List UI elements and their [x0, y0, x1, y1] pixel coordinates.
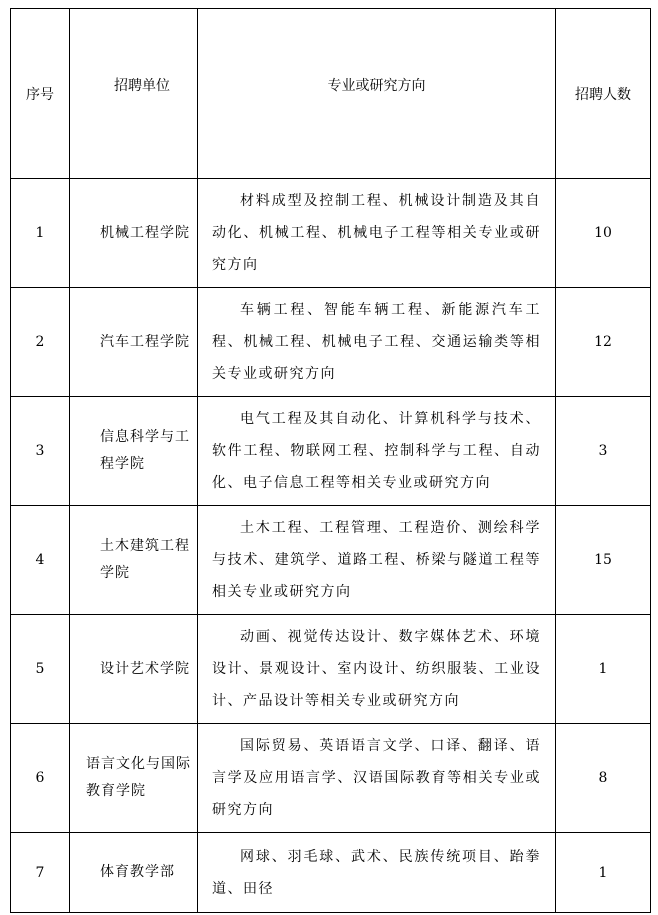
table-row	[11, 288, 651, 397]
row-index: 6	[11, 724, 70, 833]
row-unit: 语言文化与国际教育学院	[70, 724, 198, 833]
row-major: 网球、羽毛球、武术、民族传统项目、跆拳道、田径	[198, 833, 556, 913]
table-row	[11, 397, 651, 506]
row-unit: 机械工程学院	[70, 179, 198, 288]
row-major: 车辆工程、智能车辆工程、新能源汽车工程、机械工程、机械电子工程、交通运输类等相关专业或研究方向	[198, 288, 556, 397]
row-count: 12	[556, 288, 651, 397]
row-count: 1	[556, 833, 651, 913]
header-index: 序号	[11, 9, 70, 179]
row-unit: 汽车工程学院	[70, 288, 198, 397]
row-unit: 土木建筑工程学院	[70, 506, 198, 615]
row-count: 10	[556, 179, 651, 288]
row-unit: 信息科学与工程学院	[70, 397, 198, 506]
row-count: 3	[556, 397, 651, 506]
header-unit: 招聘单位	[70, 9, 198, 179]
row-count: 8	[556, 724, 651, 833]
row-major: 动画、视觉传达设计、数字媒体艺术、环境设计、景观设计、室内设计、纺织服装、工业设计、产品设计等相关专业或研究方向	[198, 615, 556, 724]
row-unit: 设计艺术学院	[70, 615, 198, 724]
row-major: 电气工程及其自动化、计算机科学与技术、软件工程、物联网工程、控制科学与工程、自动化、电子信息工程等相关专业或研究方向	[198, 397, 556, 506]
row-major: 国际贸易、英语语言文学、口译、翻译、语言学及应用语言学、汉语国际教育等相关专业或研究方向	[198, 724, 556, 833]
row-index: 3	[11, 397, 70, 506]
table-row	[11, 724, 651, 833]
recruitment-table	[10, 8, 651, 913]
row-unit: 体育教学部	[70, 833, 198, 913]
row-index: 7	[11, 833, 70, 913]
header-count: 招聘人数	[556, 9, 651, 179]
table-header-row	[11, 9, 651, 179]
row-count: 1	[556, 615, 651, 724]
table-row	[11, 833, 651, 913]
row-index: 4	[11, 506, 70, 615]
table-row	[11, 615, 651, 724]
table-row	[11, 506, 651, 615]
row-index: 5	[11, 615, 70, 724]
row-index: 1	[11, 179, 70, 288]
row-index: 2	[11, 288, 70, 397]
header-major: 专业或研究方向	[198, 9, 556, 179]
row-major: 土木工程、工程管理、工程造价、测绘科学与技术、建筑学、道路工程、桥梁与隧道工程等相关专业或研究方向	[198, 506, 556, 615]
table-row	[11, 179, 651, 288]
row-major: 材料成型及控制工程、机械设计制造及其自动化、机械工程、机械电子工程等相关专业或研究方向	[198, 179, 556, 288]
row-count: 15	[556, 506, 651, 615]
